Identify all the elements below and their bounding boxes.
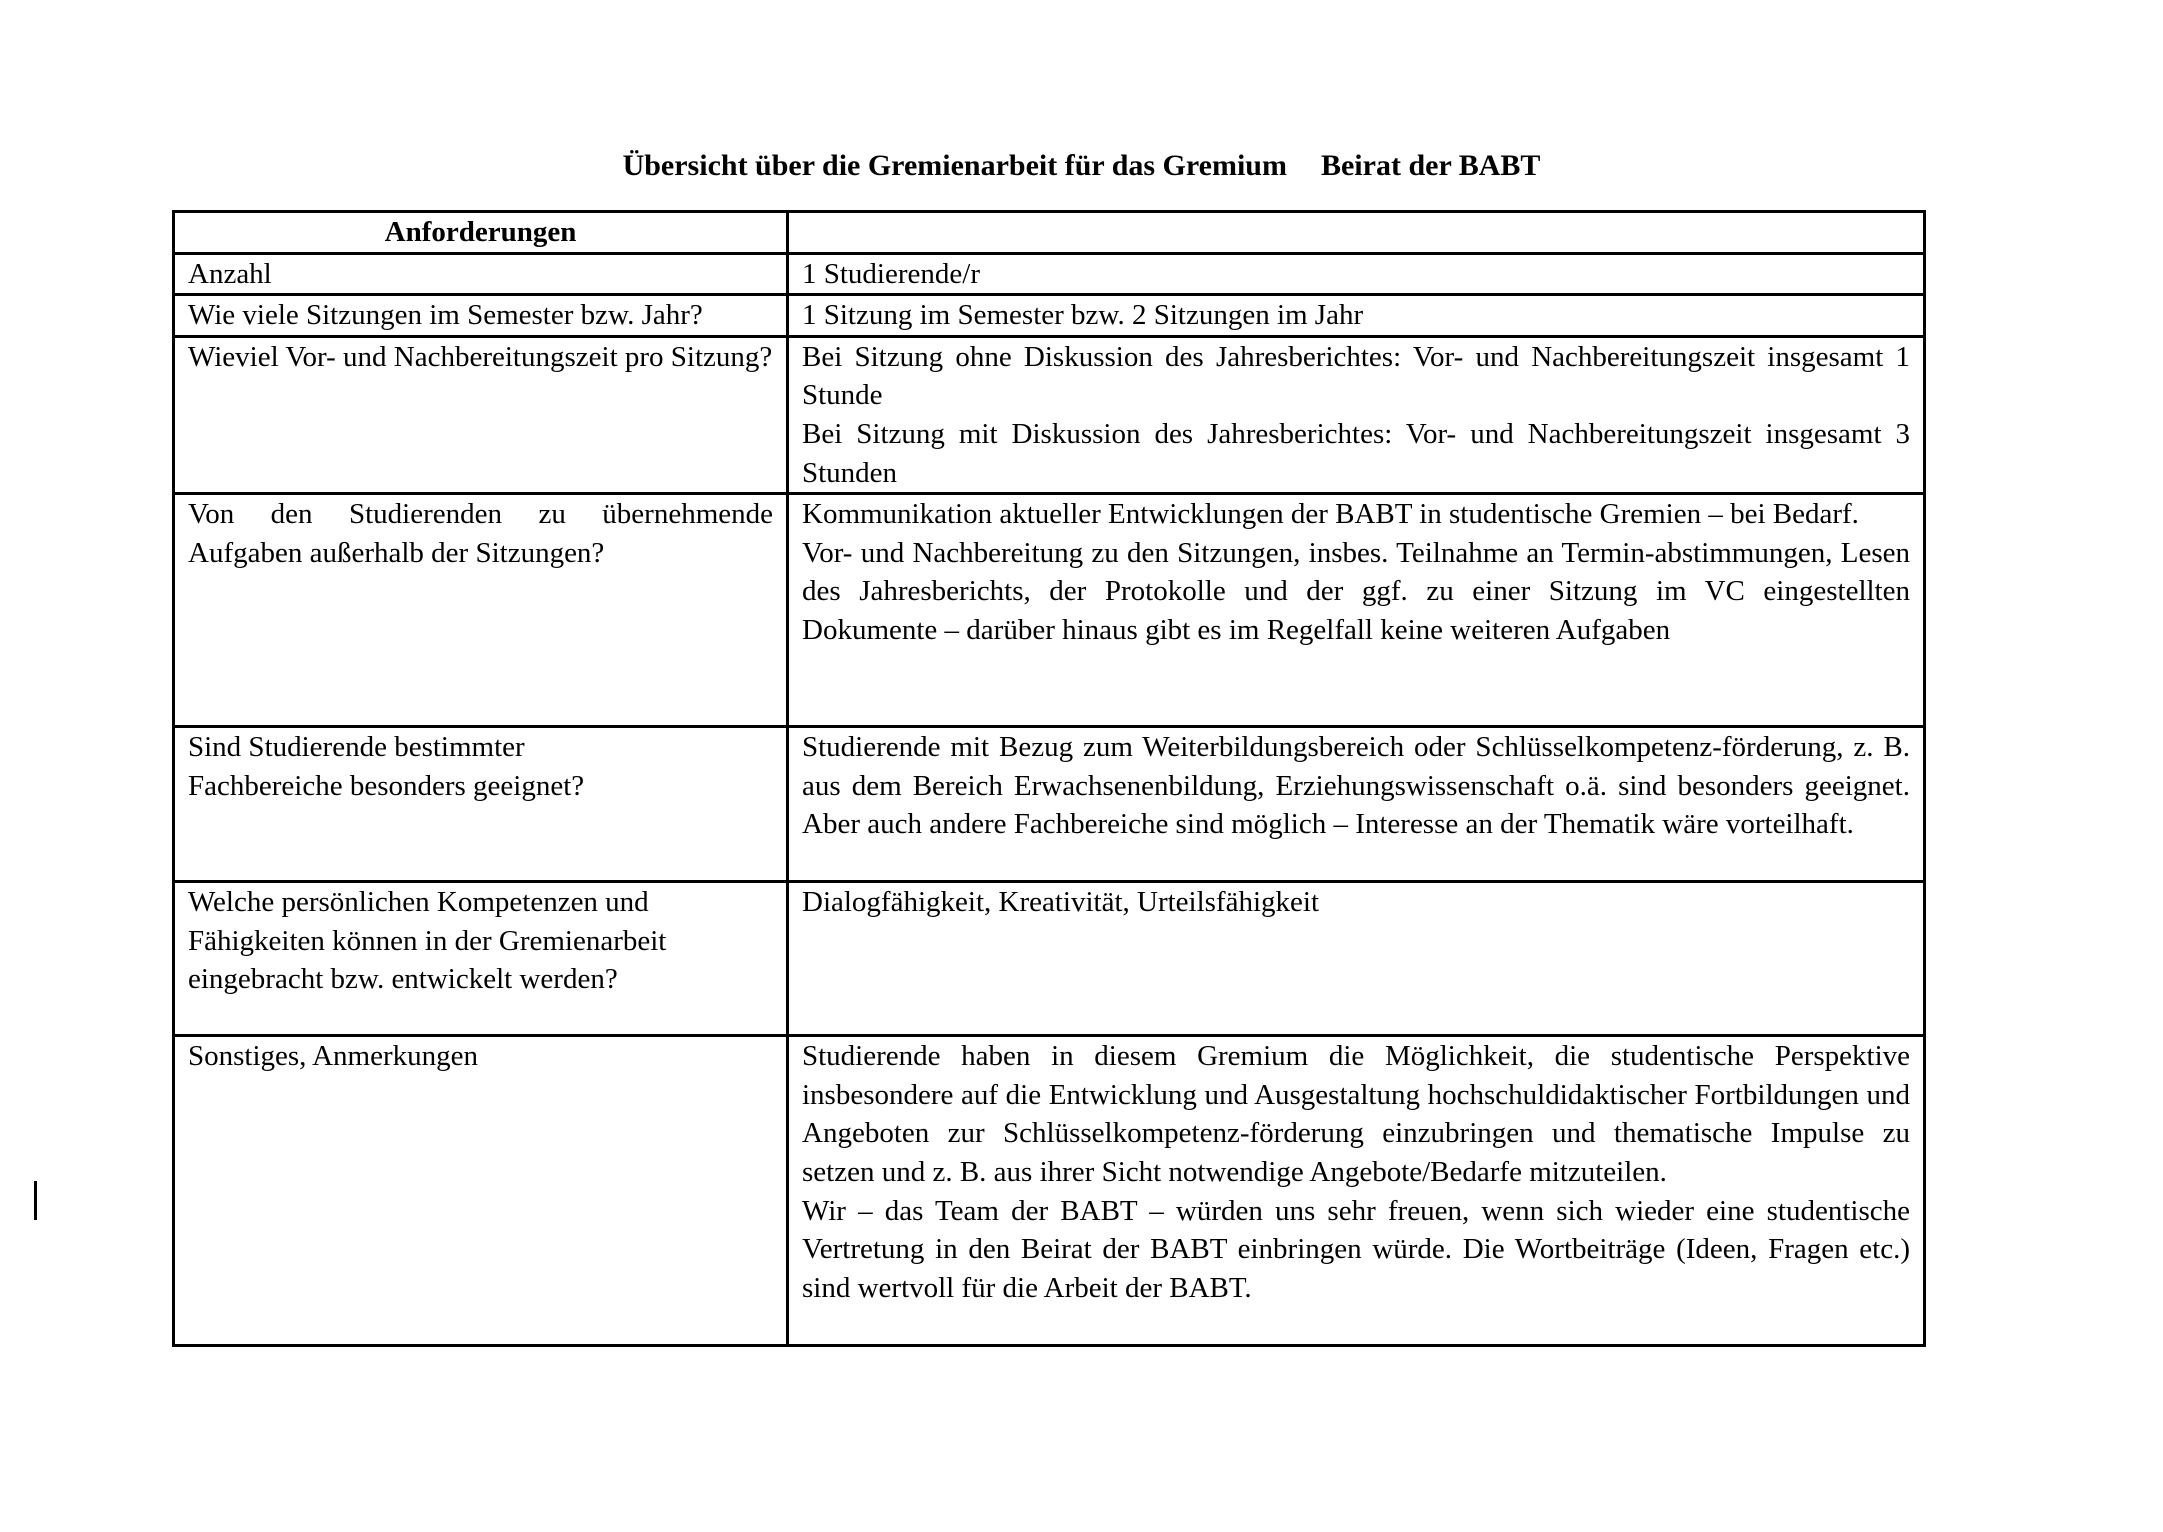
table-row-sitzungen [174,295,1925,337]
table-row-kompetenzen [174,882,1925,1036]
row-value-paragraph: Studierende haben in diesem Gremium die Möglichkeit, die studentische Perspektive insbesondere auf die Entwicklung und Ausgestaltung hochschuldidaktischer Fortbildungen und Angeboten zur Schlüsselkompetenz-förderung einzubringen und thematische Impulse zu setzen und z. B. aus ihrer Sicht notwendige Angebote/Bedarfe mitzuteilen. [802,1040,1910,1188]
row-value [788,336,1925,493]
row-value-paragraph: Bei Sitzung ohne Diskussion des Jahresberichtes: Vor- und Nachbereitungszeit insgesamt 1 Stunde [802,340,1910,412]
header-requirements: Anforderungen [174,212,788,254]
row-value-paragraph: 1 Studierende/r [802,257,980,290]
row-value [788,1036,1925,1346]
row-value-paragraph: Bei Sitzung mit Diskussion des Jahresberichtes: Vor- und Nachbereitungszeit insgesamt 3 Stunden [802,417,1910,489]
row-value [788,494,1925,727]
requirements-table [172,210,1926,1347]
row-value-paragraph: Vor- und Nachbereitung zu den Sitzungen, insbes. Teilnahme an Termin-abstimmungen, Lesen des Jahresberichts, der Protokolle und der ggf. zu einer Sitzung im VC eingestellten Dokumente – darüber hinaus gibt es im Regelfall keine weiteren Aufgaben [802,536,1910,646]
table-row-aufgaben [174,494,1925,727]
table-header-row [174,212,1925,254]
row-label-line: Fähigkeiten können in der Gremienarbeit [188,924,667,957]
table-row-vorbereitungszeit [174,336,1925,493]
row-label-line: Fachbereiche besonders geeignet? [188,769,585,802]
page-title [0,146,2163,186]
row-label: Von den Studierenden zu übernehmende Aufgaben außerhalb der Sitzungen? [174,494,788,727]
title-committee: Beirat der BABT [1320,149,1541,182]
row-value-paragraph: Kommunikation aktueller Entwicklungen der BABT in studentische Gremien – bei Bedarf. [802,498,1859,531]
table-row-anzahl [174,253,1925,295]
row-value-paragraph: Studierende mit Bezug zum Weiterbildungsbereich oder Schlüsselkompetenz-förderung, z. B. aus dem Bereich Erwachsenenbildung, Erziehungswissenschaft o.ä. sind besonders geeignet. Aber auch andere Fachbereiche sind möglich – Interesse an der Thematik wäre vorteilhaft. [802,731,1910,841]
row-label: Wieviel Vor- und Nachbereitungszeit pro Sitzung? [174,336,788,493]
row-value [788,295,1925,337]
row-value [788,882,1925,1036]
table-row-sonstiges [174,1036,1925,1346]
row-label-line: Welche persönlichen Kompetenzen und [188,886,649,919]
header-details [788,212,1925,254]
row-label [174,727,788,882]
row-label-line: Sind Studierende bestimmter [188,731,525,764]
row-label: Anzahl [174,253,788,295]
row-value-paragraph: Wir – das Team der BABT – würden uns sehr freuen, wenn sich wieder eine studentische Vertretung in den Beirat der BABT einbringen würde. Die Wortbeiträge (Ideen, Fragen etc.) sind wertvoll für die Arbeit der BABT. [802,1194,1910,1304]
row-label: Sonstiges, Anmerkungen [174,1036,788,1346]
row-value [788,727,1925,882]
row-value [788,253,1925,295]
row-value-paragraph: 1 Sitzung im Semester bzw. 2 Sitzungen im Jahr [802,299,1364,332]
row-label: Wie viele Sitzungen im Semester bzw. Jahr? [174,295,788,337]
text-cursor [34,1181,37,1220]
row-value-paragraph: Dialogfähigkeit, Kreativität, Urteilsfähigkeit [802,886,1320,919]
row-label-line: eingebracht bzw. entwickelt werden? [188,963,618,996]
row-label [174,882,788,1036]
table-row-fachbereiche [174,727,1925,882]
title-main: Übersicht über die Gremienarbeit für das Gremium [622,149,1287,182]
